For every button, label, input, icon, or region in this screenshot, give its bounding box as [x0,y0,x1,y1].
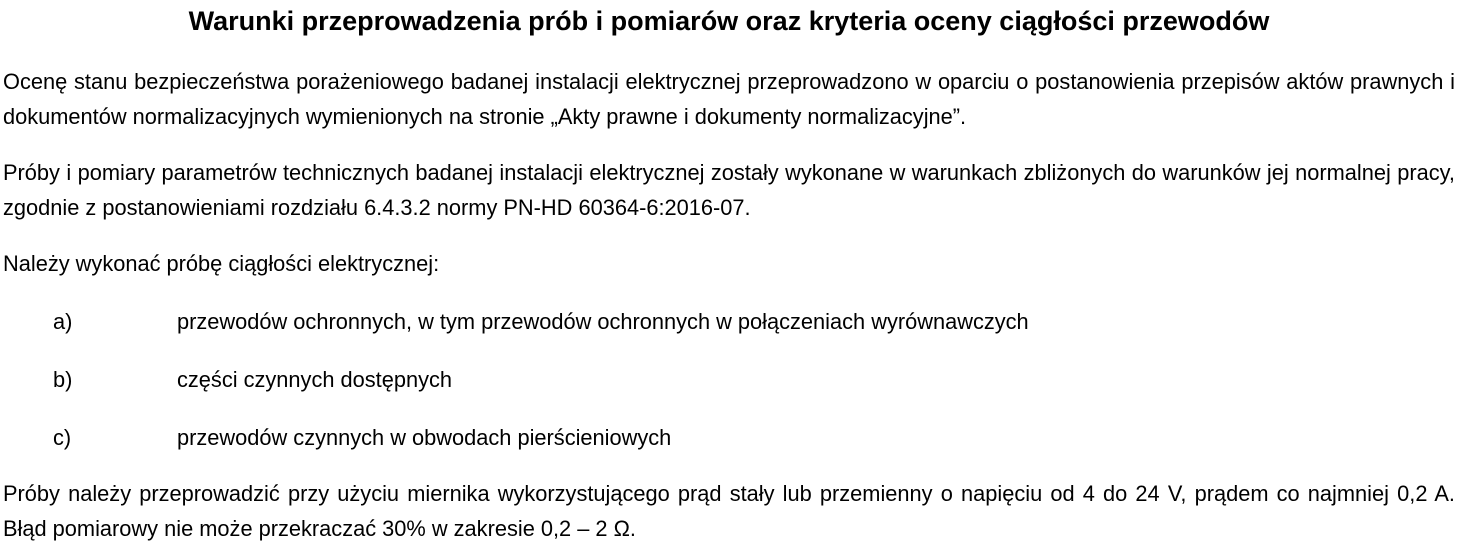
list-item-text: przewodów ochronnych, w tym przewodów ochronnych w połączeniach wyrównawczych [177,309,1029,334]
page-title: Warunki przeprowadzenia prób i pomiarów oraz kryteria oceny ciągłości przewodów [188,6,1270,36]
list-item-marker: a) [53,309,73,334]
list-item-marker: c) [53,425,72,450]
paragraph-measurement-requirements: Próby należy przeprowadzić przy użyciu miernika wykorzystującego prąd stały lub przemienny o napięciu od 4 do 24 V, prądem co najmniej 0,2 A. Błąd pomiarowy nie może przekraczać 30% w zakresie 0,2 – 2 Ω. [3,481,1455,541]
list-item [3,304,1455,339]
list-item-text: przewodów czynnych w obwodach pierścieniowych [177,425,672,450]
paragraph-continuity-intro: Należy wykonać próbę ciągłości elektrycznej: [3,251,440,276]
paragraph-assessment-basis: Ocenę stanu bezpieczeństwa porażeniowego badanej instalacji elektrycznej przeprowadzono w oparciu o postanowienia przepisów aktów prawnych i dokumentów normalizacyjnych wymienionych na stronie „Akty prawne i dokumenty normalizacyjne”. [3,69,1455,129]
list-item-text: części czynnych dostępnych [177,367,453,392]
list-item-marker: b) [53,367,73,392]
paragraph-test-conditions: Próby i pomiary parametrów technicznych badanej instalacji elektrycznej zostały wykonane w warunkach zbliżonych do warunków jej normalnej pracy, zgodnie z postanowieniami rozdziału 6.4.3.2 normy PN-HD 60364-6:2016-07. [3,160,1455,220]
continuity-test-list [3,304,1455,455]
list-item [3,420,1455,455]
list-item [3,362,1455,397]
